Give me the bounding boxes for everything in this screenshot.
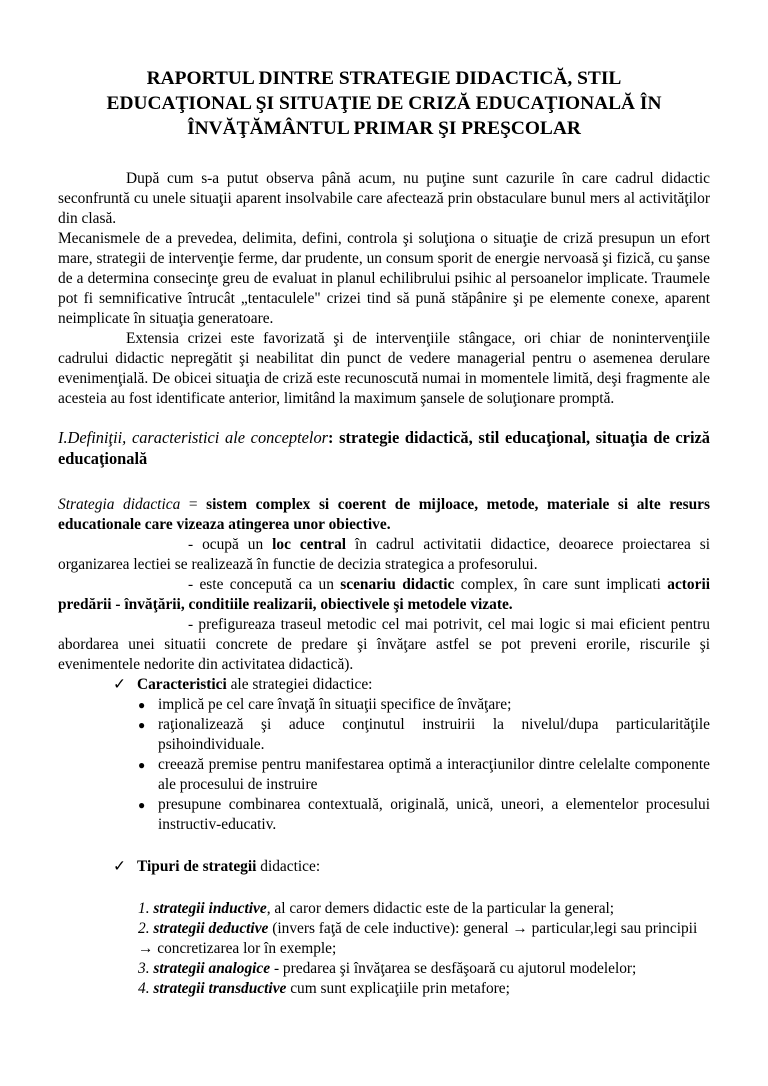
type-name: strategii transductive: [153, 980, 287, 997]
bullet-icon: ●: [138, 798, 146, 812]
bullet-icon: ●: [138, 698, 146, 712]
dash-item-1-bold: loc central: [272, 536, 347, 553]
dash-item-2-text-a: - este concepută ca un: [188, 576, 341, 593]
list-item: [138, 795, 710, 835]
title-line-3: ÎNVĂŢĂMÂNTUL PRIMAR ŞI PREŞCOLAR: [187, 118, 581, 139]
dash-item-1-text-c: în cadrul activitatii didactice, deoarece proiectarea si organizarea lectiei se realizează în functie de decizia strategica a profesorului.: [58, 536, 710, 573]
type-description: cum sunt explicaţiile prin metafore;: [286, 980, 510, 997]
dash-item-3: - prefigureaza traseul metodic cel mai potrivit, cel mai logic si mai eficient pentru abordarea unei situatii concrete de predare şi învăţare astfel se pot preveni erorile, riscurile şi evenimentele nedorite din activitatea didactică).: [58, 616, 710, 673]
type-number: 4.: [138, 980, 154, 997]
section-heading: [58, 427, 710, 469]
types-rest: didactice:: [256, 858, 321, 875]
document-title: [58, 66, 710, 141]
bullet-icon: ●: [138, 758, 146, 772]
definition-term: Strategia didactica: [58, 496, 181, 513]
characteristics-bold: Caracteristici: [137, 676, 227, 693]
dash-item-2-bold: scenariu didactic: [340, 576, 455, 593]
list-item-text: implică pe cel care învaţă în situaţii specifice de învăţare;: [158, 696, 512, 713]
checkmark-icon: ✓: [113, 676, 126, 693]
type-name: strategii inductive: [153, 900, 267, 917]
definition: [58, 495, 710, 535]
type-item-2: [138, 919, 710, 959]
intro-paragraph-3: Extensia crizei este favorizată şi de intervenţiile stângace, ori chiar de nonintervenţiile cadrului didactic nepregătit şi neabilitat din punct de vedere managerial pentru o asemenea derulare evenimenţială. De obicei situaţia de criză este recunoscută numai in momentele limită, deşi fragmente ale acesteia au fost identificate anterior, limitând la maximum şansele de soluţionare promptă.: [58, 330, 710, 407]
list-item: [138, 695, 710, 715]
intro-paragraph-1: După cum s-a putut observa până acum, nu puţine sunt cazurile în care cadrul didactic seconfruntă cu unele situaţii aparent insolvabile care afectează prin obstaculare bunul mers al activităţilor din clasă.: [58, 170, 710, 227]
type-description: - predarea şi învăţarea se desfăşoară cu ajutorul modelelor;: [270, 960, 637, 977]
type-item-4: [138, 979, 710, 999]
section-heading-bold: : strategie didactică, stil educaţional, situaţia de criză educaţională: [58, 428, 710, 468]
dash-item-1-text-a: - ocupă un: [188, 536, 273, 553]
bullet-icon: ●: [138, 718, 146, 732]
list-item-text: presupune combinarea contextuală, originală, unică, uneori, a elementelor procesului instructiv-educativ.: [158, 796, 710, 833]
types-list: [58, 899, 710, 999]
definition-text: sistem complex si coerent de mijloace, metode, materiale si alte resurs educationale care vizeaza atingerea unor obiective.: [58, 496, 710, 533]
type-number: 3.: [138, 960, 154, 977]
title-line-2: EDUCAŢIONAL ŞI SITUAŢIE DE CRIZĂ EDUCAŢIONALĂ ÎN: [106, 93, 662, 114]
intro-paragraph-2: Mecanismele de a prevedea, delimita, defini, controla şi soluţiona o situaţie de criză presupun un efort mare, strategii de intervenţie ferme, dar prudente, un consum sporit de energie nervoasă şi fizică, cu şanse de a determina consecinţe greu de evaluat in planul echilibrului psihic al persoanelor implicate. Traumele pot fi semnificative întrucât „tentaculele" crizei tind să pună stăpânire şi pe elemente conexe, aparent neimplicate în situaţia generatoare.: [58, 230, 710, 327]
checkmark-icon: ✓: [113, 858, 126, 875]
dash-item-2-text-c: complex, în care sunt implicati: [454, 576, 668, 593]
characteristics-rest: ale strategiei didactice:: [226, 676, 373, 693]
type-description: , al caror demers didactic este de la particular la general;: [266, 900, 615, 917]
list-item: [138, 715, 710, 755]
type-item-1: [138, 899, 710, 919]
type-number: 1.: [138, 900, 154, 917]
list-item: [138, 755, 710, 795]
list-item-text: creează premise pentru manifestarea optimă a interacţiunilor dintre celelalte componente ale procesului de instruire: [158, 756, 710, 793]
list-item-text: raţionalizează şi aduce conţinutul instruirii la nivelul/dupa particularităţile psihoindividuale.: [158, 716, 710, 753]
dash-item-2: [58, 575, 710, 615]
section-heading-italic: I.Definiţii, caracteristici ale conceptelor: [58, 428, 329, 447]
document-page: [58, 66, 710, 999]
type-item-3: [138, 959, 710, 979]
type-description: (invers faţă de cele inductive): general → particular,legi sau principii → concretizarea lor în exemple;: [138, 920, 698, 957]
dash-item-1: [58, 535, 710, 575]
type-number: 2.: [138, 920, 154, 937]
type-name: strategii analogice: [153, 960, 271, 977]
characteristics-heading: [58, 675, 710, 695]
characteristics-list: [58, 695, 710, 835]
dash-item-2-bold-d: actorii predării - învăţării, conditiile realizarii, obiectivele şi metodele vizate.: [58, 576, 711, 613]
type-name: strategii deductive: [153, 920, 269, 937]
types-bold: Tipuri de strategii: [137, 858, 257, 875]
title-line-1: RAPORTUL DINTRE STRATEGIE DIDACTICĂ, STIL: [146, 68, 622, 89]
types-heading: [58, 857, 710, 877]
definition-equals: =: [180, 496, 207, 513]
